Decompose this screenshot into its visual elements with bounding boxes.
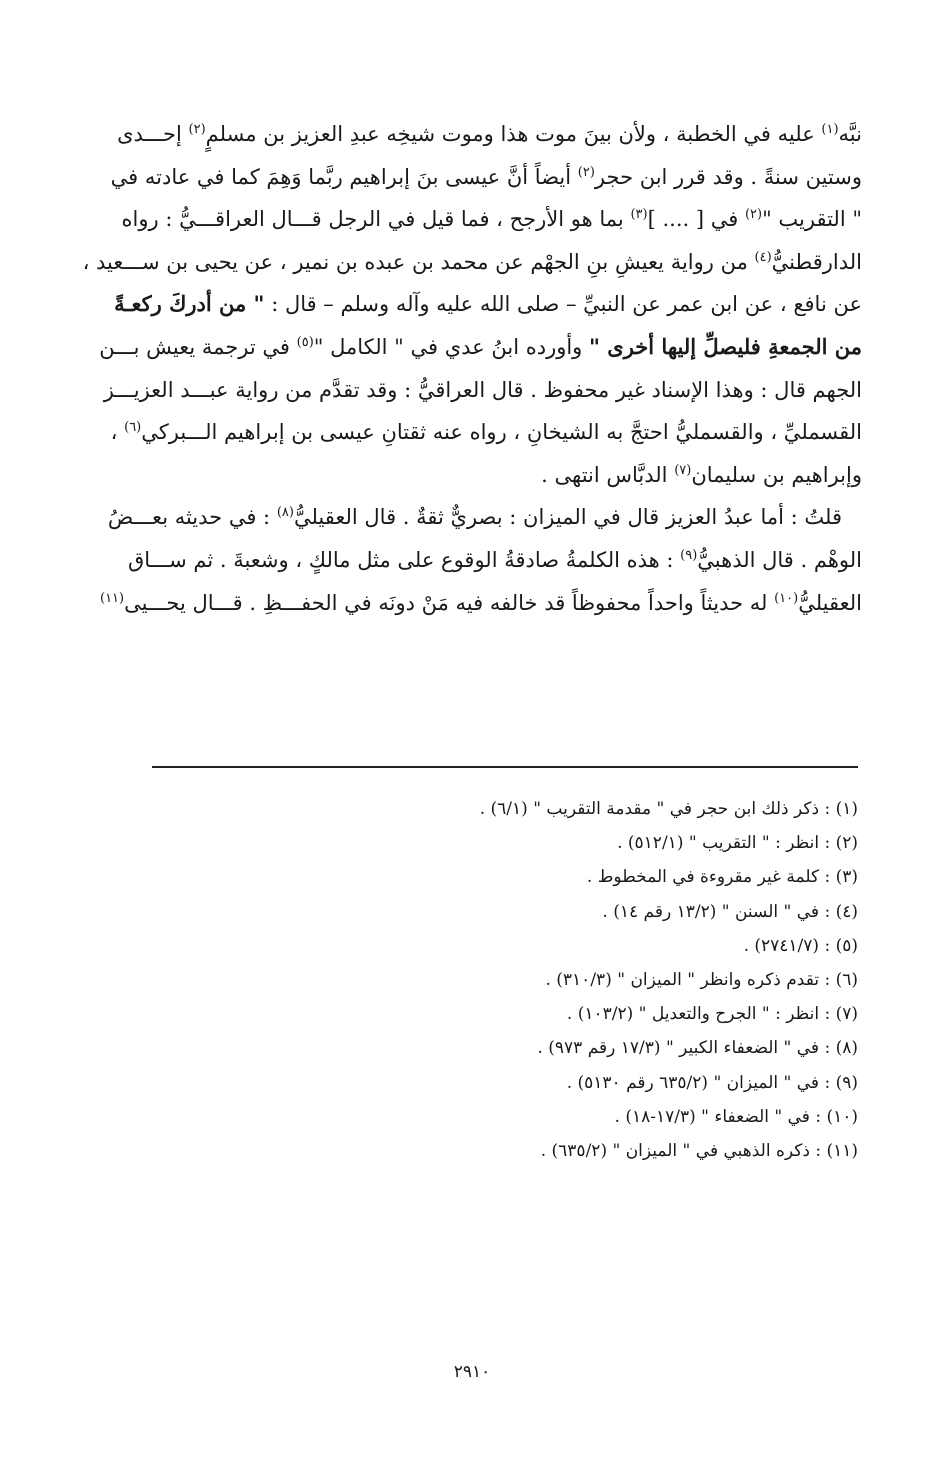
hadith-text: " من أدركَ ركعـةً <box>114 291 265 317</box>
footnote-item: (٦) : تقدم ذكره وانظر " الميزان " (٣١٠/٣) . <box>545 970 858 991</box>
text-line <box>82 241 862 284</box>
text-line <box>121 198 862 241</box>
footnote-marker: (١٠) <box>774 590 799 606</box>
text-run: " التقريب " <box>762 207 862 232</box>
text-run: أيضاً أنَّ عيسى بنَ إبراهيم ربَّما وَهِمَ كما في عادته في <box>110 164 578 189</box>
footnote-marker: (٢) <box>188 122 206 137</box>
text-run: في [ .... ] <box>647 207 745 232</box>
footnote-marker: (٦) <box>124 420 142 436</box>
text-run: الوهْم . قال الذهبيُّ <box>697 547 862 572</box>
footnote-item: (٤) : في " السنن " (١٣/٢ رقم ١٤) . <box>602 901 858 922</box>
footnote-item: (١٠) : في " الضعفاء " (١٧/٣-١٨) . <box>614 1106 858 1127</box>
footnote-marker: (٥) <box>296 334 314 350</box>
text-run: الجهم قال : وهذا الإسناد غير محفوظ . قال العراقيُّ : وقد تقدَّم من رواية عبـــد العزيـــز <box>103 377 862 402</box>
footnote-marker: (١١) <box>100 590 125 606</box>
footnote-item: (٥) : (٢٧٤١/٧) . <box>743 935 858 956</box>
text-run: قلتُ : أما عبدُ العزيز قال في الميزان : بصريٌّ ثقةٌ . قال العقيليُّ <box>293 505 842 530</box>
text-line <box>114 283 862 326</box>
text-run: العقيليُّ <box>798 590 862 615</box>
text-line <box>100 582 862 625</box>
footnotes <box>152 792 858 1168</box>
text-run: إحـــدى <box>117 122 189 146</box>
text-line <box>150 454 862 497</box>
main-text <box>82 113 862 624</box>
text-run: الدبَّاس انتهى . <box>541 462 675 487</box>
footnote-separator <box>152 766 858 768</box>
text-run: من رواية يعيشِ بنِ الجهْم عن محمد بن عبده بن نمير ، عن يحيى بن ســـعيد ، <box>82 249 755 274</box>
text-run: عليه في الخطبة ، ولأن بينَ موت هذا وموت شيخِه عبدِ العزيز بن مسلمٍ <box>205 122 822 146</box>
footnote-item: (١١) : ذكره الذهبي في " الميزان " (٦٣٥/٢) . <box>540 1141 858 1162</box>
footnote-item: (٣) : كلمة غير مقروءة في المخطوط . <box>586 867 858 888</box>
footnote-marker: (٢) <box>744 207 763 223</box>
footnote-item: (٩) : في " الميزان " (٦٣٥/٢ رقم ٥١٣٠) . <box>566 1072 858 1093</box>
footnote-marker: (٩) <box>680 547 698 563</box>
text-run: في ترجمة يعيش بـــن <box>99 334 297 359</box>
footnote-marker: (٧) <box>674 462 692 478</box>
text-line <box>103 369 862 412</box>
text-run: بما هو الأرجح ، فما قيل في الرجل قـــال العراقـــيُّ : رواه <box>121 207 631 232</box>
text-run: الدارقطنيُّ <box>771 249 862 274</box>
text-line <box>110 156 862 199</box>
text-line <box>127 539 862 582</box>
text-run: وإبراهيم بن سليمان <box>691 462 862 487</box>
footnote-marker: (١) <box>821 122 839 137</box>
footnote-item: (١) : ذكر ذلك ابن حجر في " مقدمة التقريب " (٦/١) . <box>479 799 858 819</box>
footnote-item: (٢) : انظر : " التقريب " (٥١٢/١) . <box>617 833 858 854</box>
text-line <box>110 411 862 454</box>
text-line <box>117 113 862 156</box>
text-run: : في حديثه بعـــضُ <box>107 505 277 530</box>
hadith-text: من الجمعةِ فليصلِّ إليها أخرى " <box>589 333 862 359</box>
footnote-marker: (٨) <box>276 505 294 521</box>
footnote-marker: (٣) <box>630 207 648 223</box>
text-run: ، <box>110 420 125 445</box>
text-run: القسمليِّ ، والقسمليُّ احتجَّ به الشيخانِ ، رواه عنه ثقتانِ عيسى بن إبراهيم الـــبركي <box>141 420 862 445</box>
text-run: وأورده ابنُ عدي في " الكامل " <box>313 334 590 359</box>
text-run: نبَّه <box>838 122 862 146</box>
page-number: ٢٩١٠ <box>453 1362 491 1382</box>
text-line <box>107 496 862 539</box>
footnote-marker: (٢) <box>577 164 595 180</box>
footnote-item: (٨) : في " الضعفاء الكبير " (١٧/٣ رقم ٩٧٣) . <box>537 1038 858 1059</box>
text-run: له حديثاً واحداً محفوظاً قد خالفه فيه مَنْ دونَه في الحفـــظِ . قـــال يحـــيى <box>124 590 775 615</box>
footnote-marker: (٤) <box>754 249 772 265</box>
footnote-item: (٧) : انظر : " الجرح والتعديل " (١٠٣/٢) . <box>566 1004 858 1025</box>
text-run: وستين سنةً . وقد قرر ابن حجر <box>594 164 862 189</box>
paragraph-2 <box>100 496 862 624</box>
text-run: عن نافع ، عن ابن عمر عن النبيِّ – صلى الله عليه وآله وسلم – قال : <box>264 292 862 317</box>
paragraph-1 <box>82 113 862 496</box>
text-line <box>99 326 862 369</box>
text-run: : هذه الكلمةُ صادقةُ الوقوع على مثل مالكٍ ، وشعبةَ . ثم ســـاق <box>127 547 681 572</box>
